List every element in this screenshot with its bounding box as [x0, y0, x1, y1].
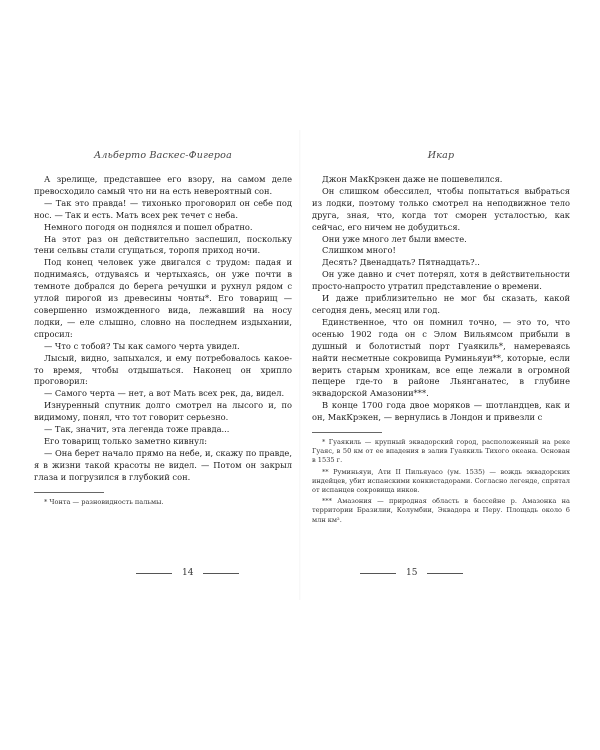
paragraph: Десять? Двенадцать? Пятнадцать?..: [322, 257, 480, 268]
page-number-rule: [136, 573, 172, 574]
paragraph: Джон МакКрэкен даже не пошевелился.: [322, 174, 503, 184]
footnote: *** Амазония — природная область в бассейне р. Амазонка на территории Бразилии, Колумбии, Эквадора и Перу. Площадь около 6 млн км².: [312, 497, 570, 524]
right-running-head: Икар: [427, 150, 455, 161]
right-body-text: [312, 174, 570, 424]
right-footnotes: [312, 438, 570, 525]
footnote: * Гуаякиль — крупный эквадорский город, расположенный на реке Гуаяс, в 50 км от ее впадения в залив Гуаякиль Тихого океана. Основан в 1535 г.: [312, 438, 570, 465]
paragraph: — Так это правда! — тихонько проговорил он себе под нос. — Так и есть. Мать всех рек течет с неба.: [34, 197, 292, 220]
paragraph: Он уже давно и счет потерял, хотя в действительности просто-напросто утратил представление о времени.: [312, 269, 570, 292]
footnote-divider: [34, 492, 104, 493]
paragraph: Лысый, видно, запыхался, и ему потребовалось какое-то время, чтобы отдышаться. Наконец он хрипло проговорил:: [34, 352, 292, 387]
paragraph: На этот раз он действительно заспешил, поскольку тени сельвы стали сгущаться, торопя приход ночи.: [34, 233, 292, 256]
paragraph: — Что с тобой? Ты как самого черта увидел.: [44, 340, 240, 351]
footnote-divider: [312, 432, 382, 433]
paragraph: Его товарищ только заметно кивнул:: [44, 435, 208, 446]
paragraph: В конце 1700 года двое моряков — шотландцев, как и он, МакКрэкен, — вернулись в Лондон и привезли с: [312, 400, 570, 423]
paragraph: Изнуренный спутник долго смотрел на лысого и, по видимому, понял, что тот говорит серьезно.: [34, 400, 292, 423]
left-footnotes: [34, 498, 292, 507]
paragraph: — Так, значит, эта легенда тоже правда...: [44, 424, 230, 435]
page-number-rule: [203, 573, 239, 574]
page-number-text: 15: [406, 568, 418, 578]
left-page-number: [136, 568, 239, 578]
right-page: [312, 150, 570, 527]
paragraph: — Она берет начало прямо на небе, и, скажу по правде, я в жизни такой красоты не видел. — Потом он закрыл глаза и погрузился в глубокий сон.: [34, 447, 292, 482]
left-page: [34, 150, 292, 509]
paragraph: Под конец человек уже двигался с трудом: падая и поднимаясь, отдуваясь и чертыхаясь, он уже почти в темноте добрался до берега речушки и рухнул рядом с утлой пирогой из древесины чонты*. Его товарищ — совершенно изможденного вида, лежавший на носу лодки, — еле слышно, словно на последнем издыхании, спросил:: [34, 257, 292, 339]
paragraph: Он слишком обессилел, чтобы попытаться выбраться из лодки, поэтому только смотрел на неподвижное тело друга, зная, что, когда тот сморен усталостью, как сейчас, его ничем не добудиться.: [312, 185, 570, 232]
page-number-rule: [360, 573, 396, 574]
paragraph: А зрелище, представшее его взору, на самом деле превосходило самый что ни на есть невероятный сон.: [34, 174, 292, 196]
paragraph: И даже приблизительно не мог бы сказать, какой сегодня день, месяц или год.: [312, 293, 570, 315]
left-running-head: Альберто Васкес-Фигероа: [94, 150, 232, 161]
paragraph: Единственное, что он помнил точно, — это то, что осенью 1902 года он с Элом Вильямсом прибыли в душный и болотистый порт Гуаякиль*, намереваясь найти несметные сокровища Руминьяуи**, которые, если верить старым хроникам, все еще лежали в огромной пещере где-то в районе Льянганатес, в глубине эквадорской Амазонии***.: [312, 316, 570, 399]
right-page-number: [360, 568, 463, 578]
footnote: ** Руминьяуи, Ати II Пильяуасо (ум. 1535) — вождь эквадорских индейцев, убит испанскими конкистадорами. Согласно легенде, спрятал от испанцев сокровища инков.: [312, 467, 570, 495]
paragraph: — Самого черта — нет, а вот Мать всех рек, да, видел.: [44, 388, 285, 399]
paragraph: Они уже много лет были вместе.: [322, 233, 467, 244]
book-spine: [299, 130, 301, 600]
page-number-text: 14: [182, 568, 194, 578]
paragraph: Немного погодя он поднялся и пошел обратно.: [44, 221, 253, 232]
left-body-text: [34, 174, 292, 484]
footnote: * Чонта — разновидность пальмы.: [44, 497, 164, 506]
paragraph: Слишком много!: [322, 245, 396, 256]
page-number-rule: [427, 573, 463, 574]
